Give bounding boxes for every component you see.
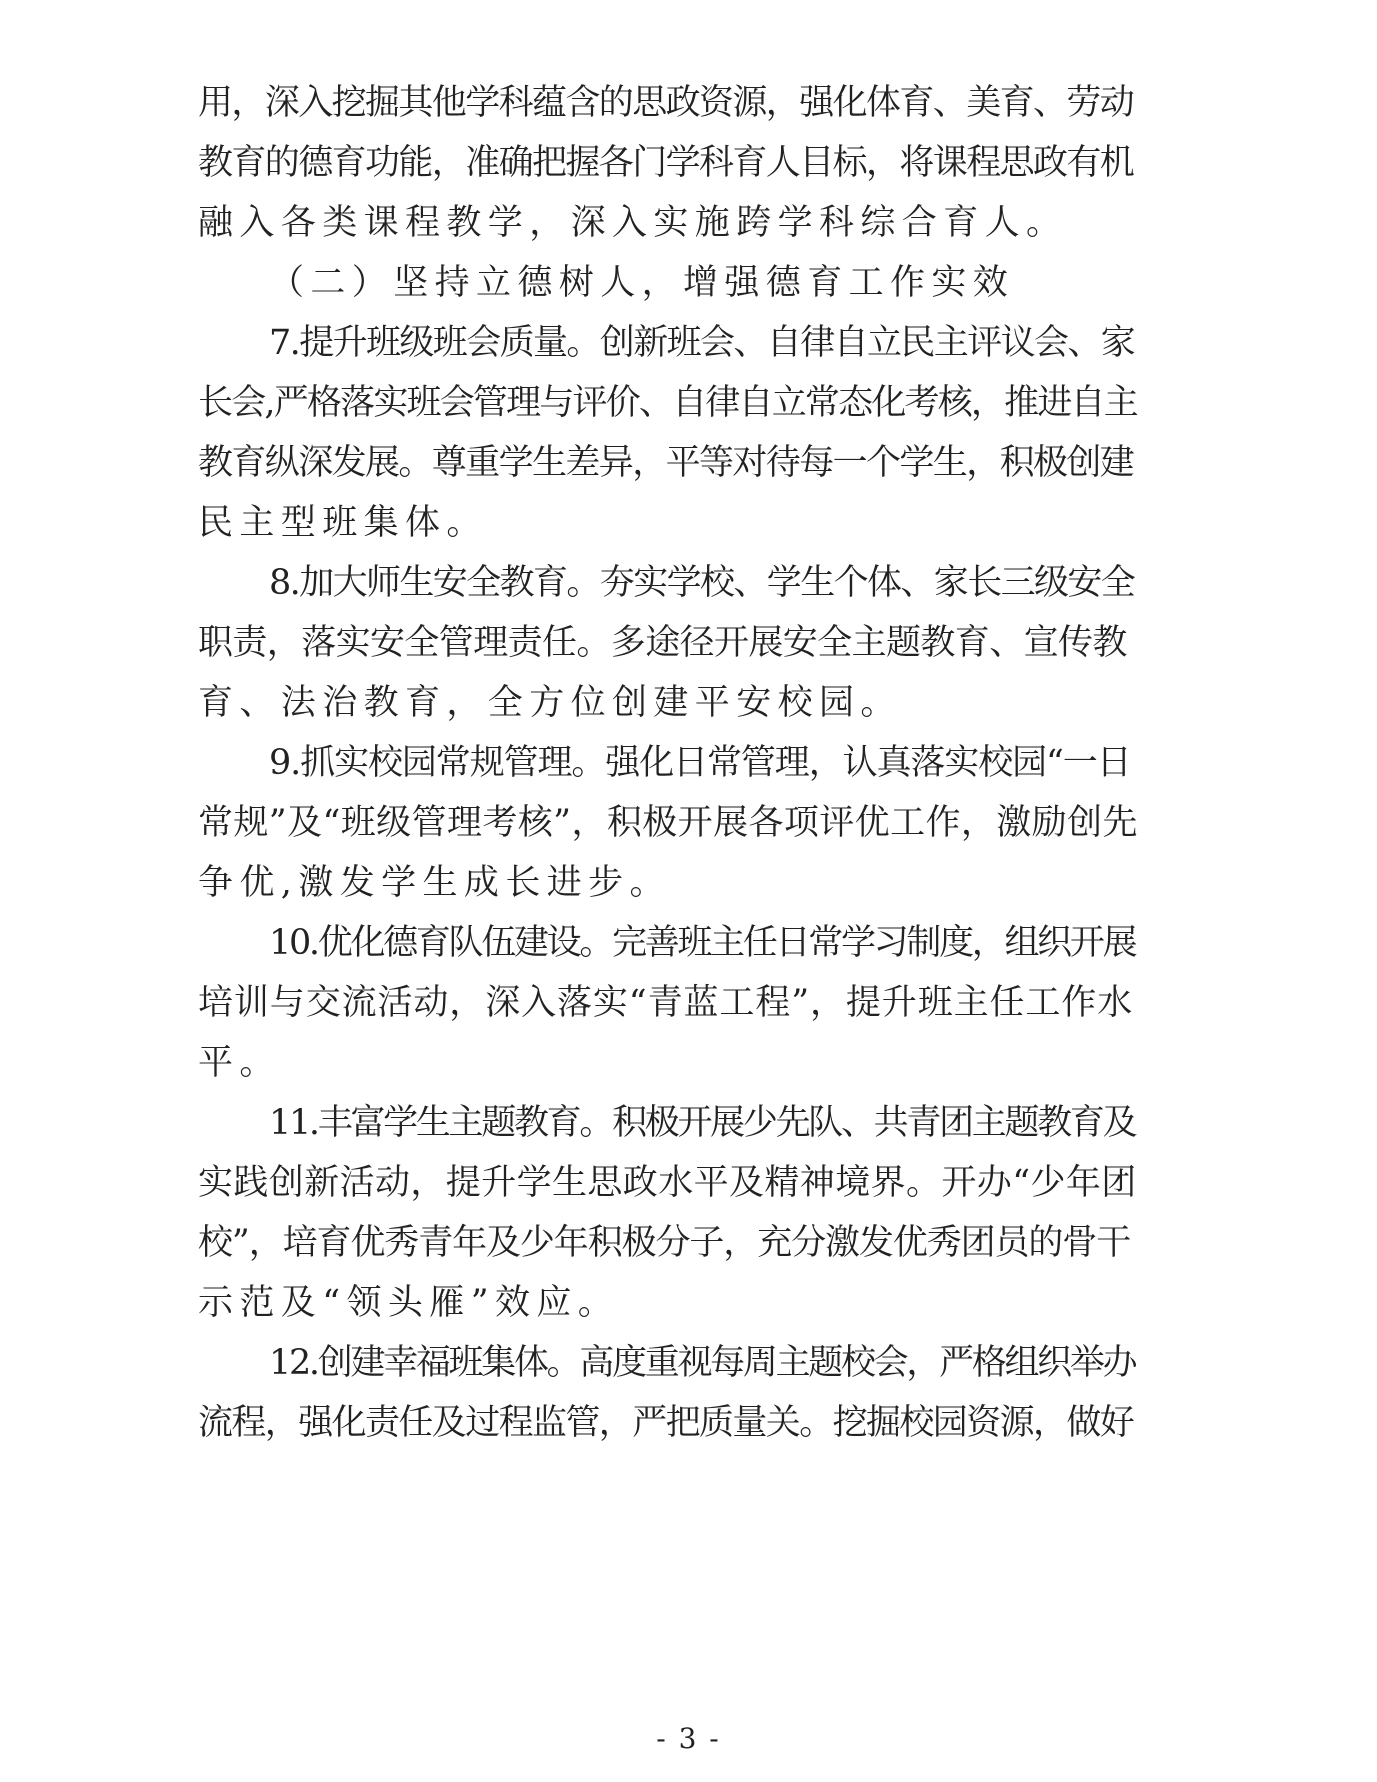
paragraph-line: 11.丰富学生主题教育。积极开展少先队、共青团主题教育及 [269,1103,1136,1143]
paragraph-line: 12.创建幸福班集体。高度重视每周主题校会，严格组织举办 [269,1343,1136,1383]
paragraph-line: 争优,激发学生成长进步。 [198,863,671,903]
paragraph-line: 9.抓实校园常规管理。强化日常管理，认真落实校园“一日 [269,743,1131,783]
paragraph-line: 培训与交流活动，深入落实“青蓝工程”，提升班主任工作水 [198,983,1134,1023]
paragraph-line: 融入各类课程教学，深入实施跨学科综合育人。 [198,203,1068,243]
paragraph-line: 10.优化德育队伍建设。完善班主任日常学习制度，组织开展 [269,923,1136,963]
paragraph-line: 平。 [198,1043,281,1083]
paragraph-line: 实践创新活动，提升学生思政水平及精神境界。开办“少年团 [198,1163,1137,1203]
paragraph-line: 示范及“领头雁”效应。 [198,1283,620,1323]
paragraph-line: 教育的德育功能，准确把握各门学科育人目标，将课程思政有机 [198,143,1134,183]
paragraph-line: 7.提升班级班会质量。创新班会、自律自立民主评议会、家 [269,323,1135,363]
paragraph-line: 8.加大师生安全教育。夯实学校、学生个体、家长三级安全 [269,563,1135,603]
paragraph-line: 教育纵深发展。尊重学生差异，平等对待每一个学生，积极创建 [198,443,1134,483]
page-number: - 3 - [656,1722,721,1755]
paragraph-line: 用，深入挖掘其他学科蕴含的思政资源，强化体育、美育、劳动 [198,83,1134,123]
paragraph-line: 流程，强化责任及过程监管，严把质量关。挖掘校园资源，做好 [198,1403,1134,1443]
paragraph-line: 常规”及“班级管理考核”，积极开展各项评优工作，激励创先 [198,803,1138,843]
paragraph-line: 育、法治教育，全方位创建平安校园。 [198,683,902,723]
paragraph-line: 长会,严格落实班会管理与评价、自律自立常态化考核，推进自主 [198,383,1137,423]
section-heading: （二）坚持立德树人，增强德育工作实效 [269,263,1015,303]
paragraph-line: 民主型班集体。 [198,503,488,543]
paragraph-line: 校”，培育优秀青年及少年积极分子，充分激发优秀团员的骨干 [198,1223,1131,1263]
paragraph-line: 职责，落实安全管理责任。多途径开展安全主题教育、宣传教 [198,623,1127,663]
